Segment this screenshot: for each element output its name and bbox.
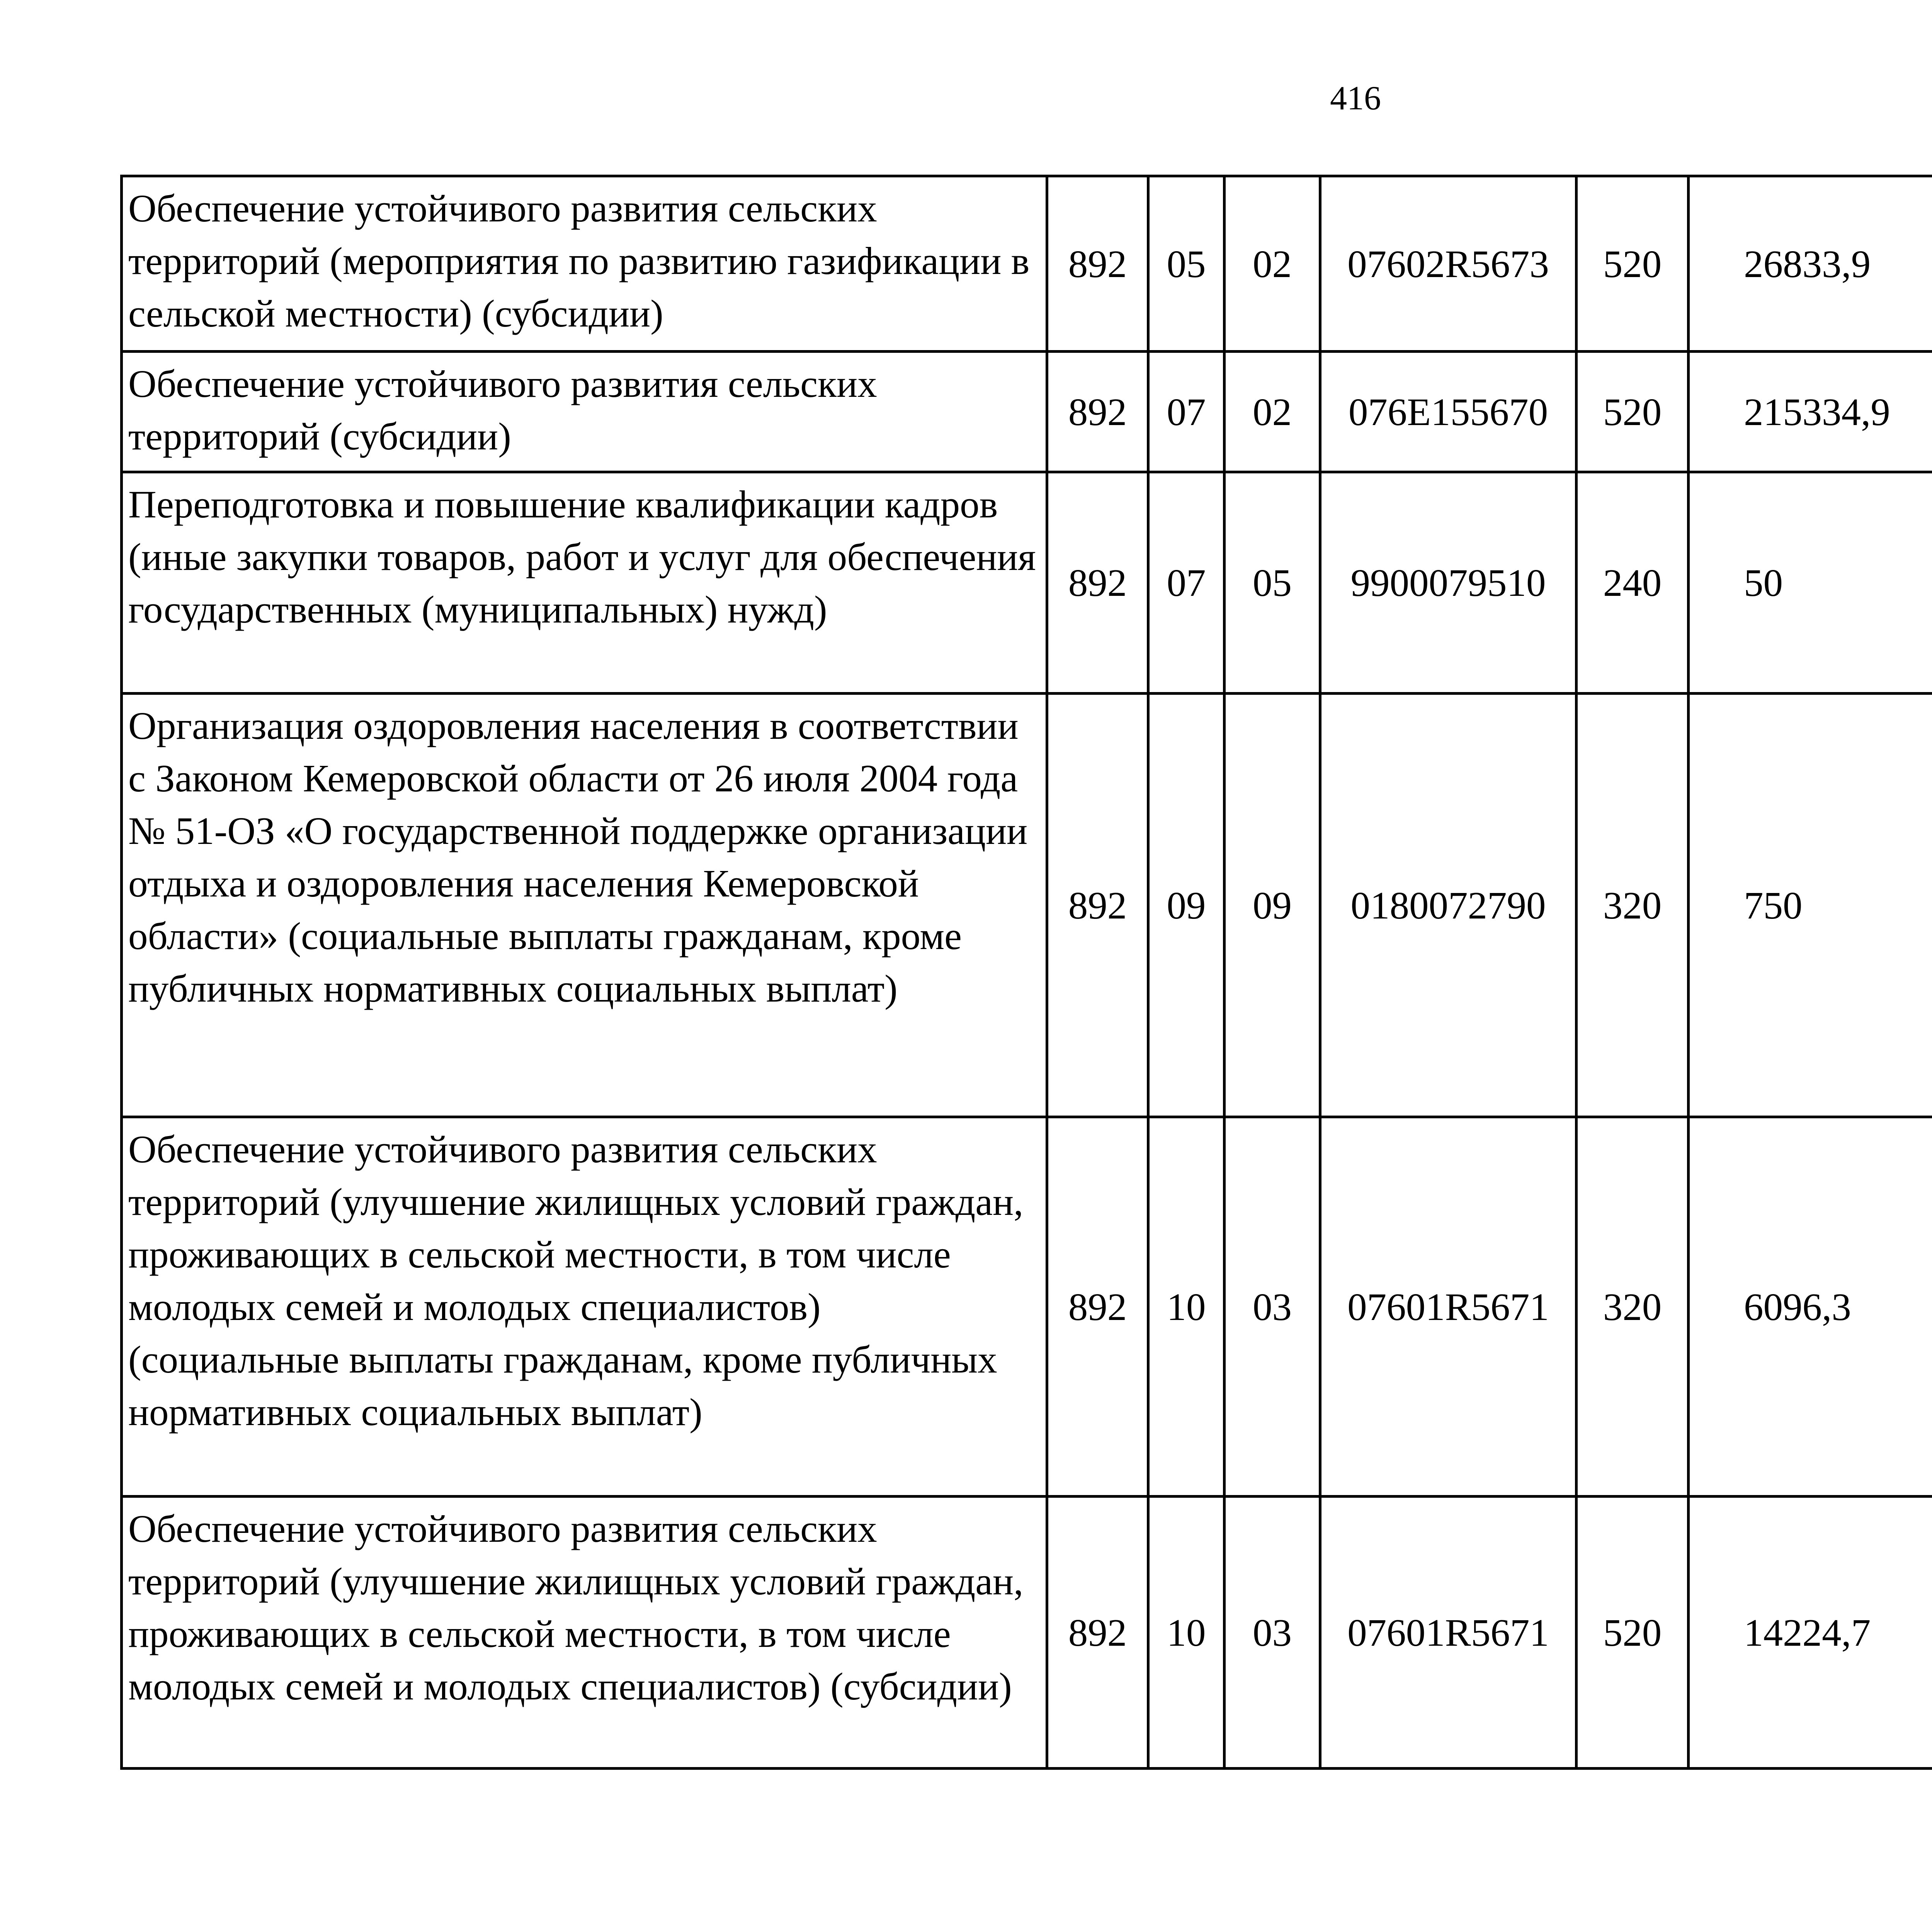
section-code: 10 (1148, 1497, 1225, 1769)
subsection-code: 02 (1225, 352, 1320, 472)
table-row (122, 472, 1932, 694)
target-article-code: 07602R5673 (1320, 176, 1577, 352)
department-code: 892 (1047, 352, 1148, 472)
department-code: 892 (1047, 694, 1148, 1117)
table-row (122, 352, 1932, 472)
amount-year-1: 215334,9 (1689, 352, 1932, 472)
target-article-code: 07601R5671 (1320, 1117, 1577, 1497)
row-description: Обеспечение устойчивого развития сельских территорий (мероприятия по развитию газификации в сельской местности) (субсидии) (122, 176, 1047, 352)
amount-year-1: 14224,7 (1689, 1497, 1932, 1769)
subsection-code: 02 (1225, 176, 1320, 352)
expense-type-code: 320 (1577, 694, 1689, 1117)
section-code: 09 (1148, 694, 1225, 1117)
section-code: 10 (1148, 1117, 1225, 1497)
department-code: 892 (1047, 176, 1148, 352)
row-description: Переподготовка и повышение квалификации кадров (иные закупки товаров, работ и услуг для обеспечения государственных (муниципальных) нужд) (122, 472, 1047, 694)
department-code: 892 (1047, 472, 1148, 694)
section-code: 07 (1148, 352, 1225, 472)
row-description: Обеспечение устойчивого развития сельских территорий (субсидии) (122, 352, 1047, 472)
expense-type-code: 320 (1577, 1117, 1689, 1497)
target-article-code: 0180072790 (1320, 694, 1577, 1117)
amount-year-1: 750 (1689, 694, 1932, 1117)
section-code: 07 (1148, 472, 1225, 694)
expense-type-code: 520 (1577, 1497, 1689, 1769)
subsection-code: 03 (1225, 1497, 1320, 1769)
subsection-code: 05 (1225, 472, 1320, 694)
budget-table (120, 175, 1932, 1770)
subsection-code: 09 (1225, 694, 1320, 1117)
page-number: 416 (1330, 80, 1381, 117)
expense-type-code: 520 (1577, 176, 1689, 352)
amount-year-1: 26833,9 (1689, 176, 1932, 352)
expense-type-code: 520 (1577, 352, 1689, 472)
department-code: 892 (1047, 1497, 1148, 1769)
target-article-code: 9900079510 (1320, 472, 1577, 694)
target-article-code: 07601R5671 (1320, 1497, 1577, 1769)
section-code: 05 (1148, 176, 1225, 352)
amount-year-1: 6096,3 (1689, 1117, 1932, 1497)
row-description: Организация оздоровления населения в соответствии с Законом Кемеровской области от 26 июля 2004 года № 51-ОЗ «О государственной поддержке организации отдыха и оздоровления населения Кемеровской области» (социальные выплаты гражданам, кроме публичных нормативных социальных выплат) (122, 694, 1047, 1117)
expense-type-code: 240 (1577, 472, 1689, 694)
table-row (122, 176, 1932, 352)
table-row (122, 1117, 1932, 1497)
subsection-code: 03 (1225, 1117, 1320, 1497)
table-row (122, 694, 1932, 1117)
amount-year-1: 50 (1689, 472, 1932, 694)
table-row (122, 1497, 1932, 1769)
target-article-code: 076E155670 (1320, 352, 1577, 472)
row-description: Обеспечение устойчивого развития сельских территорий (улучшение жилищных условий граждан, проживающих в сельской местности, в том числе молодых семей и молодых специалистов) (субсидии) (122, 1497, 1047, 1769)
row-description: Обеспечение устойчивого развития сельских территорий (улучшение жилищных условий граждан, проживающих в сельской местности, в том числе молодых семей и молодых специалистов) (социальные выплаты гражданам, кроме публичных нормативных социальных выплат) (122, 1117, 1047, 1497)
department-code: 892 (1047, 1117, 1148, 1497)
